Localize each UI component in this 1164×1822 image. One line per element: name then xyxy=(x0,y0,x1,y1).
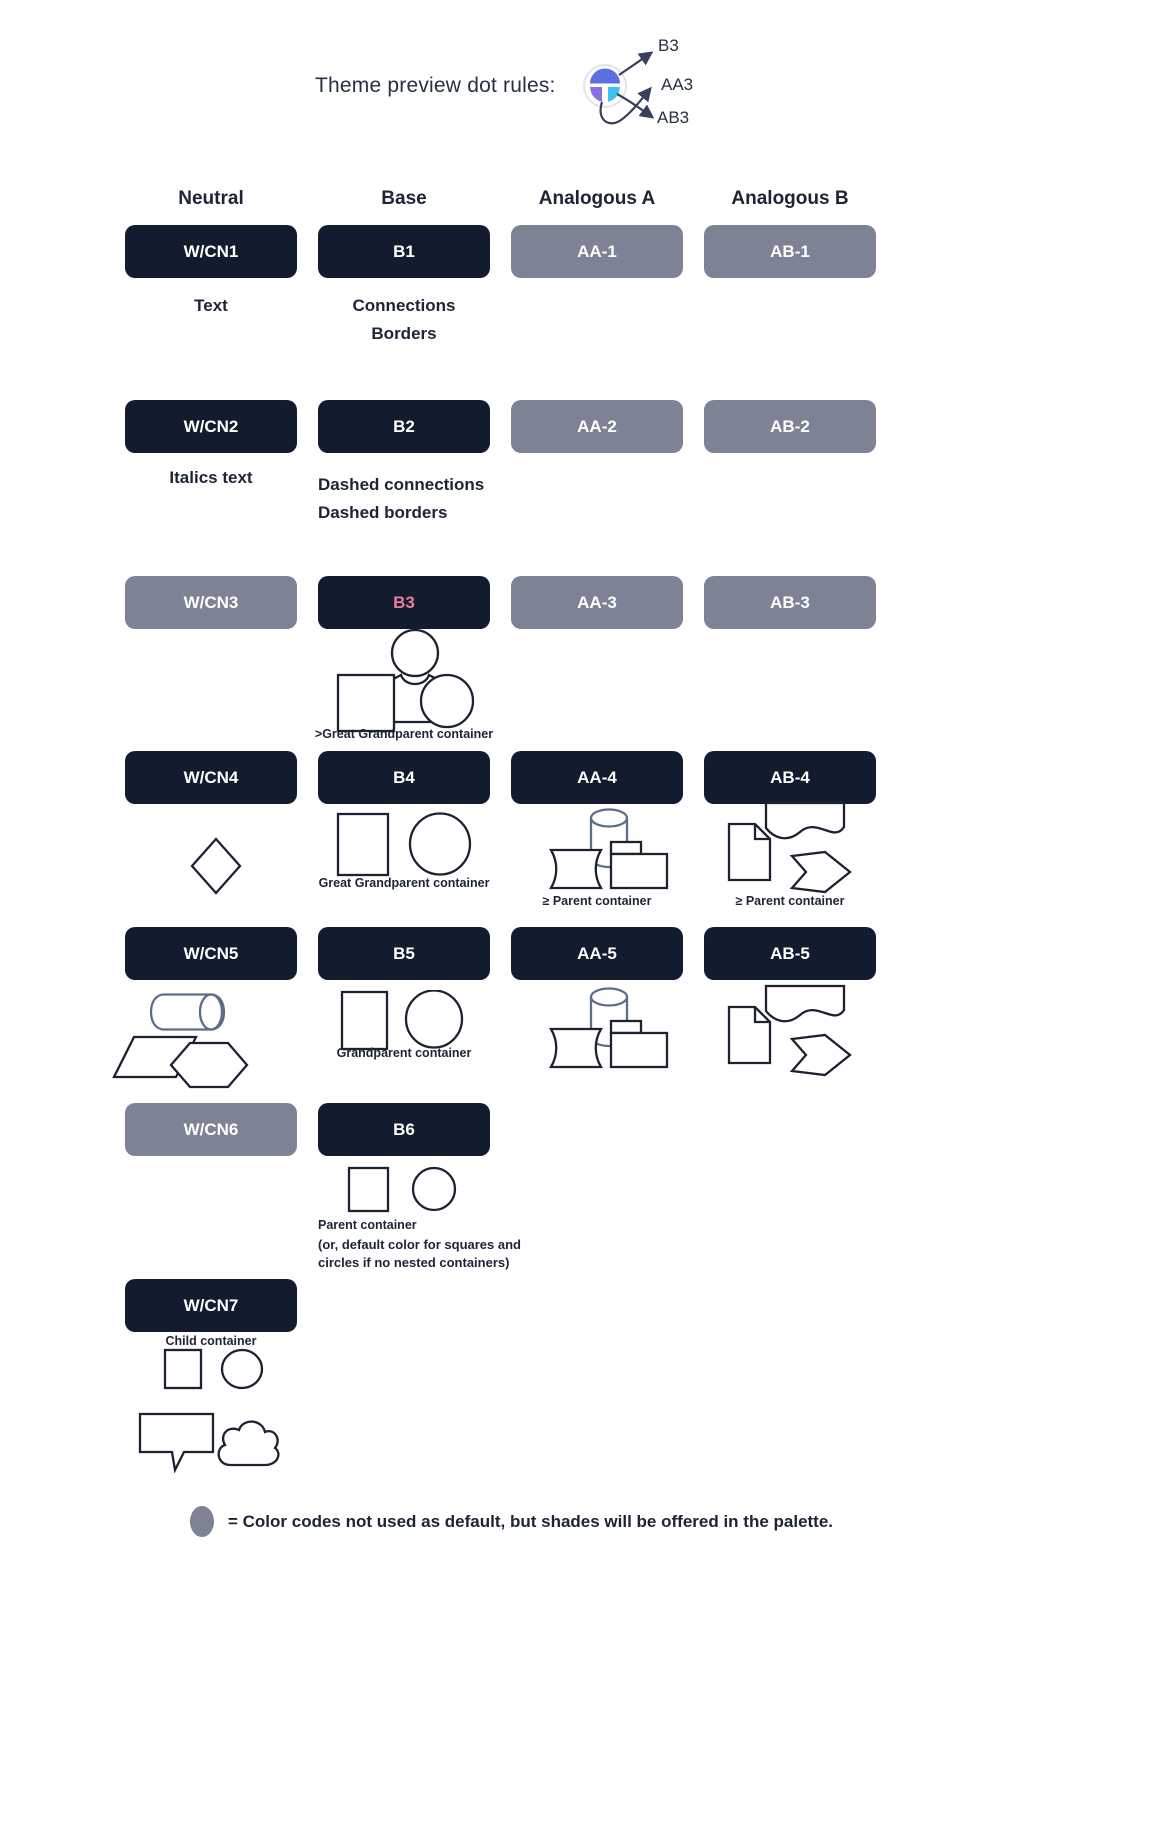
cylinder-parallelogram-hexagon-shapes xyxy=(110,985,275,1090)
swatch-wcn4: W/CN4 xyxy=(125,751,297,804)
swatch-aa2: AA-2 xyxy=(511,400,683,453)
curved-rectangle-shape xyxy=(551,1029,601,1067)
square-circle-pair-b5 xyxy=(340,990,465,1052)
swatch-wcn2: W/CN2 xyxy=(125,400,297,453)
swatch-b2: B2 xyxy=(318,400,490,453)
swatch-aa3: AA-3 xyxy=(511,576,683,629)
swatch-ab5: AB-5 xyxy=(704,927,876,980)
circle-shape xyxy=(421,675,473,727)
chevron-arrow-shape xyxy=(792,852,850,892)
square-shape xyxy=(338,814,388,875)
swatch-aa1: AA-1 xyxy=(511,225,683,278)
column-header-analogous-b: Analogous B xyxy=(731,188,849,209)
label-child-container: Child container xyxy=(165,1334,257,1348)
swatch-ab4: AB-4 xyxy=(704,751,876,804)
square-circle-pair-wcn7 xyxy=(163,1348,265,1392)
page-title: Theme preview dot rules: xyxy=(315,74,556,97)
document-icon xyxy=(729,824,770,880)
caption-dashed-borders: Dashed borders xyxy=(318,503,448,522)
column-header-analogous-a: Analogous A xyxy=(538,188,656,209)
square-shape xyxy=(165,1350,201,1388)
caption-italics-text: Italics text xyxy=(169,468,253,487)
square-shape xyxy=(342,992,387,1049)
swatch-ab1: AB-1 xyxy=(704,225,876,278)
label-parent-container: Parent container xyxy=(318,1218,417,1232)
speech-bubble-icon xyxy=(140,1414,213,1470)
circle-shape xyxy=(410,814,470,875)
square-shape xyxy=(349,1168,388,1211)
dot-bottom-left-quadrant xyxy=(590,87,602,102)
caption-connections: Connections xyxy=(352,296,456,315)
wavy-banner-shape xyxy=(766,803,844,838)
legend-dot-icon xyxy=(190,1506,214,1537)
chevron-arrow-shape xyxy=(792,1035,850,1075)
swatch-b4: B4 xyxy=(318,751,490,804)
square-shape xyxy=(338,675,394,731)
swatch-b6: B6 xyxy=(318,1103,490,1156)
dot-label-aa3: AA3 xyxy=(661,75,694,94)
document-flag-chevron-shapes xyxy=(722,800,857,895)
circle-shape xyxy=(413,1168,455,1210)
document-icon xyxy=(729,1007,770,1063)
cylinder-curvedrect-folder-shapes xyxy=(545,804,675,894)
swatch-aa5: AA-5 xyxy=(511,927,683,980)
swatch-wcn3: W/CN3 xyxy=(125,576,297,629)
square-circle-pair-b4 xyxy=(336,812,476,878)
label-parent-container-aa: ≥ Parent container xyxy=(542,894,652,908)
caption-borders: Borders xyxy=(371,324,437,343)
curved-rectangle-shape xyxy=(551,850,601,888)
person-head-icon xyxy=(392,630,438,676)
arrow-to-ab3 xyxy=(617,94,652,117)
diamond-shape xyxy=(188,837,244,895)
cloud-icon xyxy=(219,1422,279,1465)
folder-tab-shape xyxy=(611,1021,641,1033)
dot-label-b3: B3 xyxy=(658,36,679,55)
swatch-ab2: AB-2 xyxy=(704,400,876,453)
dot-top-half xyxy=(590,69,620,84)
circle-shape xyxy=(406,991,462,1048)
caption-text: Text xyxy=(194,296,228,315)
dot-label-ab3: AB3 xyxy=(657,108,690,127)
caption-dashed-connections: Dashed connections xyxy=(318,475,485,494)
swatch-b3: B3 xyxy=(318,576,490,629)
cylinder-curvedrect-folder-shapes xyxy=(545,983,675,1073)
theme-dot-icon xyxy=(575,28,660,140)
label-parent-container-note: (or, default color for squares and circles if no nested containers) xyxy=(318,1237,521,1270)
legend-text: = Color codes not used as default, but shades will be offered in the palette. xyxy=(228,1512,834,1531)
column-header-neutral: Neutral xyxy=(178,188,244,209)
speech-bubble-cloud-shapes xyxy=(137,1407,287,1473)
document-flag-chevron-shapes xyxy=(722,983,857,1078)
folder-body-shape xyxy=(611,854,667,888)
swatch-aa4: AA-4 xyxy=(511,751,683,804)
arrow-to-b3 xyxy=(619,53,651,75)
folder-tab-shape xyxy=(611,842,641,854)
swatch-wcn7: W/CN7 xyxy=(125,1279,297,1332)
swatch-ab3: AB-3 xyxy=(704,576,876,629)
square-circle-pair-b6 xyxy=(347,1166,459,1214)
circle-shape xyxy=(222,1350,262,1388)
column-header-base: Base xyxy=(381,188,427,209)
label-great-grandparent-gt: >Great Grandparent container xyxy=(314,727,494,741)
label-grandparent: Grandparent container xyxy=(336,1046,472,1060)
swatch-wcn5: W/CN5 xyxy=(125,927,297,980)
label-parent-container-ab: ≥ Parent container xyxy=(735,894,845,908)
label-great-grandparent: Great Grandparent container xyxy=(318,876,490,890)
wavy-banner-shape xyxy=(766,986,844,1021)
swatch-b1: B1 xyxy=(318,225,490,278)
folder-body-shape xyxy=(611,1033,667,1067)
swatch-b5: B5 xyxy=(318,927,490,980)
swatch-wcn1: W/CN1 xyxy=(125,225,297,278)
person-square-circle-shapes xyxy=(322,628,507,733)
swatch-wcn6: W/CN6 xyxy=(125,1103,297,1156)
